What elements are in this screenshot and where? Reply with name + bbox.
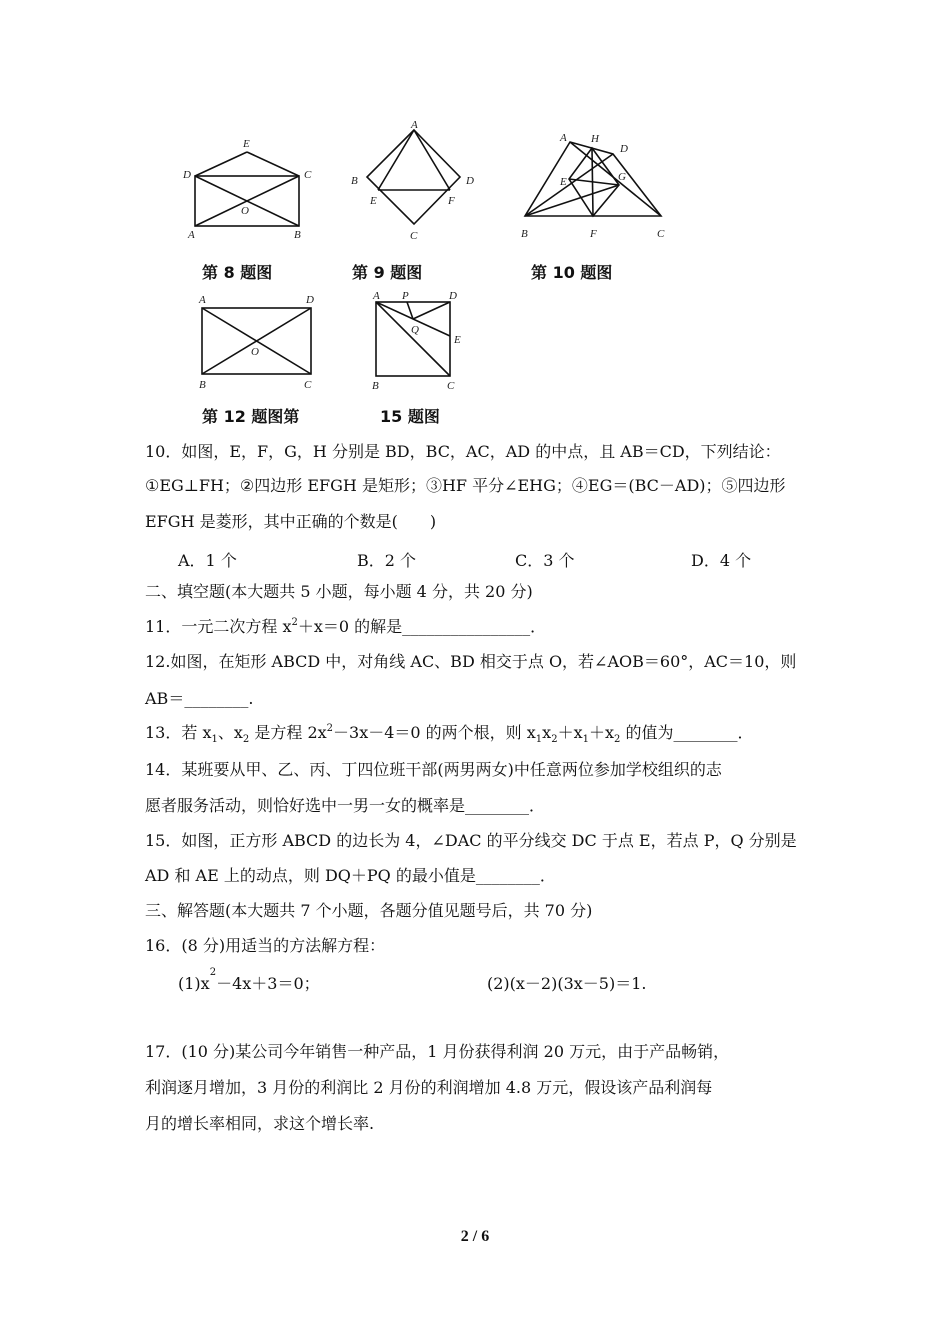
q11-text-pre: 11．一元二次方程 x <box>145 617 292 636</box>
q14-line-1: 14．某班要从甲、乙、丙、丁四位班干部(两男两女)中任意两位参加学校组织的志 <box>145 760 722 779</box>
label-C: C <box>657 228 665 240</box>
q13 <box>145 723 753 750</box>
label-Q: Q <box>411 324 419 336</box>
q16-part-1-exponent: 2 <box>209 967 217 978</box>
q13-s6: 2 <box>614 734 621 746</box>
figure-12-caption: 第 12 题图第 <box>202 407 300 426</box>
figure-8-caption: 第 8 题图 <box>202 263 273 282</box>
q13-t8: 的值为________． <box>620 723 754 742</box>
figure-9-diagram <box>347 118 482 243</box>
label-E: E <box>370 195 377 207</box>
label-D: D <box>466 175 474 187</box>
label-B: B <box>294 229 301 241</box>
figure-9-caption: 第 9 题图 <box>352 263 423 282</box>
label-O: O <box>251 346 259 358</box>
label-A: A <box>560 132 567 144</box>
label-A: A <box>373 290 380 302</box>
label-C: C <box>410 230 418 242</box>
q10-option-d: D．4 个 <box>691 551 752 570</box>
q16-part-1 <box>178 967 320 994</box>
label-E: E <box>243 138 250 150</box>
label-C: C <box>447 380 455 392</box>
label-B: B <box>351 175 358 187</box>
q10-option-a: A．1 个 <box>178 551 237 570</box>
q17-line-1: 17．(10 分)某公司今年销售一种产品，1 月份获得利润 20 万元，由于产品畅销， <box>145 1042 730 1061</box>
q11 <box>145 617 546 637</box>
q13-e1: 2 <box>326 723 334 734</box>
figure-15-caption: 15 题图 <box>380 407 440 426</box>
figure-10-diagram <box>515 126 675 244</box>
section-2-heading: 二、填空题(本大题共 5 小题，每小题 4 分，共 20 分) <box>145 582 533 601</box>
q11-exponent: 2 <box>291 617 298 628</box>
q16-part-1-pre: (1)x <box>178 974 210 993</box>
q13-t7: ＋x <box>588 723 615 742</box>
q13-t1: 13．若 x <box>145 723 212 742</box>
q12-line-1: 12.如图，在矩形 ABCD 中，对角线 AC、BD 相交于点 O，若∠AOB＝60°，AC＝10，则 <box>145 652 797 671</box>
figure-12 <box>190 292 330 398</box>
label-O: O <box>241 205 249 217</box>
figure-9 <box>347 118 482 243</box>
figure-8 <box>182 136 322 246</box>
q13-s1: 1 <box>211 734 218 746</box>
q10-line-2: ①EG⊥FH；②四边形 EFGH 是矩形；③HF 平分∠EHG；④EG＝(BC－AD)；⑤四边形 <box>145 476 786 495</box>
figure-8-diagram <box>182 136 322 246</box>
label-G: G <box>618 171 626 183</box>
label-H: H <box>591 133 599 145</box>
label-F: F <box>448 195 455 207</box>
label-D: D <box>306 294 314 306</box>
q14-line-2: 愿者服务活动，则恰好选中一男一女的概率是________． <box>145 796 546 815</box>
q10-line-1: 10．如图，E，F，G，H 分别是 BD，BC，AC，AD 的中点，且 AB＝CD，下列结论： <box>145 442 781 461</box>
q10-option-c: C．3 个 <box>515 551 575 570</box>
q16-part-1-post: －4x＋3＝0； <box>216 974 320 993</box>
section-3-heading: 三、解答题(本大题共 7 个小题，各题分值见题号后，共 70 分) <box>145 901 593 920</box>
q15-line-2: AD 和 AE 上的动点，则 DQ＋PQ 的最小值是________． <box>145 866 556 885</box>
figure-10 <box>515 126 675 244</box>
figure-10-caption: 第 10 题图 <box>531 263 613 282</box>
label-A: A <box>199 294 206 306</box>
q11-text-post: ＋x＝0 的解是________________． <box>297 617 547 636</box>
label-E: E <box>454 334 461 346</box>
q13-s2: 2 <box>242 734 250 746</box>
q13-t3: 是方程 2x <box>249 723 327 742</box>
label-E: E <box>560 176 567 188</box>
label-F: F <box>590 228 597 240</box>
q13-t5: x <box>542 723 552 742</box>
figure-12-diagram <box>190 292 330 398</box>
q13-s5: 1 <box>582 734 589 746</box>
figure-15 <box>365 288 475 394</box>
q13-s3: 1 <box>535 734 543 746</box>
q15-line-1: 15．如图，正方形 ABCD 的边长为 4，∠DAC 的平分线交 DC 于点 E，若点 P，Q 分别是 <box>145 831 797 850</box>
label-B: B <box>199 379 206 391</box>
q13-t6: ＋x <box>557 723 583 742</box>
q13-s4: 2 <box>551 734 558 746</box>
label-A: A <box>188 229 195 241</box>
label-B: B <box>372 380 379 392</box>
q17-line-2: 利润逐月增加，3 月份的利润比 2 月份的利润增加 4.8 万元，假设该产品利润每 <box>145 1078 713 1097</box>
label-P: P <box>402 290 409 302</box>
label-A: A <box>411 119 418 131</box>
q17-line-3: 月的增长率相同，求这个增长率. <box>145 1114 375 1133</box>
q10-option-b: B．2 个 <box>357 551 417 570</box>
label-B: B <box>521 228 528 240</box>
label-C: C <box>304 169 312 181</box>
figure-15-diagram <box>365 288 475 394</box>
q12-line-2: AB＝________. <box>145 689 254 708</box>
q13-t2: 、x <box>217 723 243 742</box>
label-D: D <box>449 290 457 302</box>
q10-line-3: EFGH 是菱形，其中正确的个数是( ) <box>145 512 437 531</box>
label-D: D <box>183 169 191 181</box>
q13-t4: －3x－4＝0 的两个根，则 x <box>333 723 536 742</box>
q16-title: 16．(8 分)用适当的方法解方程： <box>145 936 386 955</box>
label-D: D <box>620 143 628 155</box>
q16-part-2: (2)(x－2)(3x－5)＝1. <box>487 974 647 993</box>
label-C: C <box>304 379 312 391</box>
page-number: 2 / 6 <box>460 1228 490 1245</box>
